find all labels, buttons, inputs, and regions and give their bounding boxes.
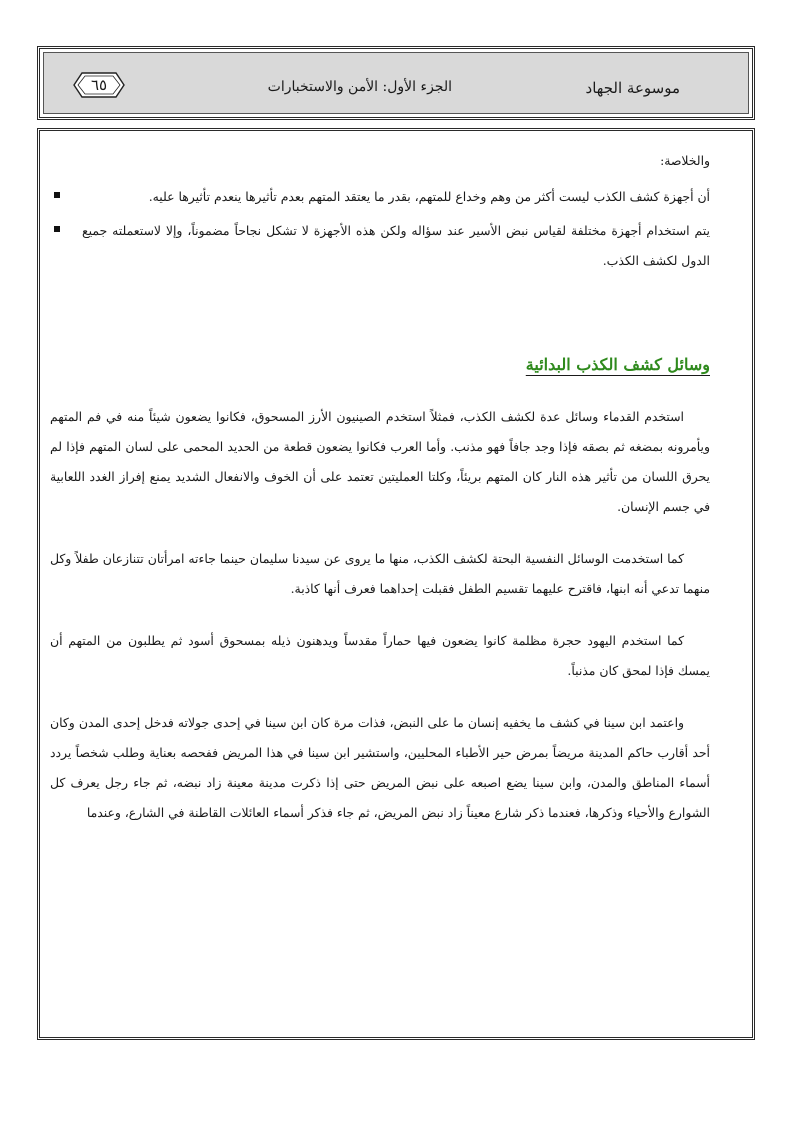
square-bullet-icon bbox=[54, 192, 60, 198]
summary-bullets bbox=[50, 182, 710, 276]
bullet-item bbox=[50, 182, 710, 212]
page-header bbox=[37, 46, 755, 120]
bullet-text: أن أجهزة كشف الكذب ليست أكثر من وهم وخداع للمتهم، بقدر ما يعتقد المتهم بعدم تأثيرها ينعدم تأثيرها عليه. bbox=[148, 189, 710, 204]
paragraph: استخدم القدماء وسائل عدة لكشف الكذب، فمثلاً استخدم الصينيون الأرز المسحوق، فكانوا يضعون شيئاً منه في فم المتهم ويأمرونه بمضغه ثم بصقه فإذا وجد جافاً فهو مذنب. وأما العرب فكانوا يضعون قطعة من الحديد المحمى على لسان المتهم فإذا لم يحرق اللسان من تأثير هذه النار كان المتهم بريئاً، وكلتا العمليتين تعتمد على أن الخوف والانفعال الشديد يمنع إفراز الغدد اللعابية في جسم الإنسان. bbox=[50, 409, 710, 514]
page-number-badge bbox=[64, 65, 134, 105]
section-heading: وسائل كشف الكذب البدائية bbox=[525, 355, 710, 374]
summary-intro: والخلاصة: bbox=[660, 153, 710, 168]
header-title: موسوعة الجهاد bbox=[585, 79, 680, 97]
content-area bbox=[50, 146, 710, 828]
paragraph: كما استخدمت الوسائل النفسية البحتة لكشف الكذب، منها ما يروى عن سيدنا سليمان حينما جاءته امرأتان تتنازعان طفلاً وكل منهما تدعي أنه ابنها، فاقترح عليهما تقسيم الطفل فقبلت إحداهما فعرف أنها كاذبة. bbox=[50, 551, 710, 596]
bullet-text: يتم استخدام أجهزة مختلفة لقياس نبض الأسير عند سؤاله ولكن هذه الأجهزة لا تشكل نجاحاً مضموناً، وإلا لاستعملته جميع الدول لكشف الكذب. bbox=[82, 223, 710, 268]
paragraph: واعتمد ابن سينا في كشف ما يخفيه إنسان ما على النبض، فذات مرة كان ابن سينا في إحدى جولاته فدخل إحدى المدن وكان أحد أقارب حاكم المدينة مريضاً بمرض حير الأطباء المحليين، واستشير ابن سينا في هذا المريض ففحصه بعناية وطلب شخصاً يردد أسماء المناطق والمدن، وابن سينا يضع اصبعه على نبض المريض حتى إذا ذكرت مدينة معينة زاد نبضه، ثم جاء رجل يعرف كل الشوارع والأحياء وذكرها، فعندما ذكر شارع معيناً زاد نبض المريض، ثم جاء فذكر أسماء العائلات القاطنة في الشارع، وعندما bbox=[50, 715, 710, 820]
header-panel bbox=[43, 52, 749, 114]
page-number: ٦٥ bbox=[90, 76, 108, 94]
paragraph: كما استخدم اليهود حجرة مظلمة كانوا يضعون فيها حماراً مقدساً ويدهنون ذيله بمسحوق أسود ثم يطلبون من المتهم أن يمسك فإذا لمحق كان مذنباً. bbox=[50, 633, 710, 678]
bullet-item bbox=[50, 216, 710, 276]
header-subtitle: الجزء الأول: الأمن والاستخبارات bbox=[267, 79, 452, 95]
square-bullet-icon bbox=[54, 226, 60, 232]
page-body bbox=[37, 128, 755, 1040]
